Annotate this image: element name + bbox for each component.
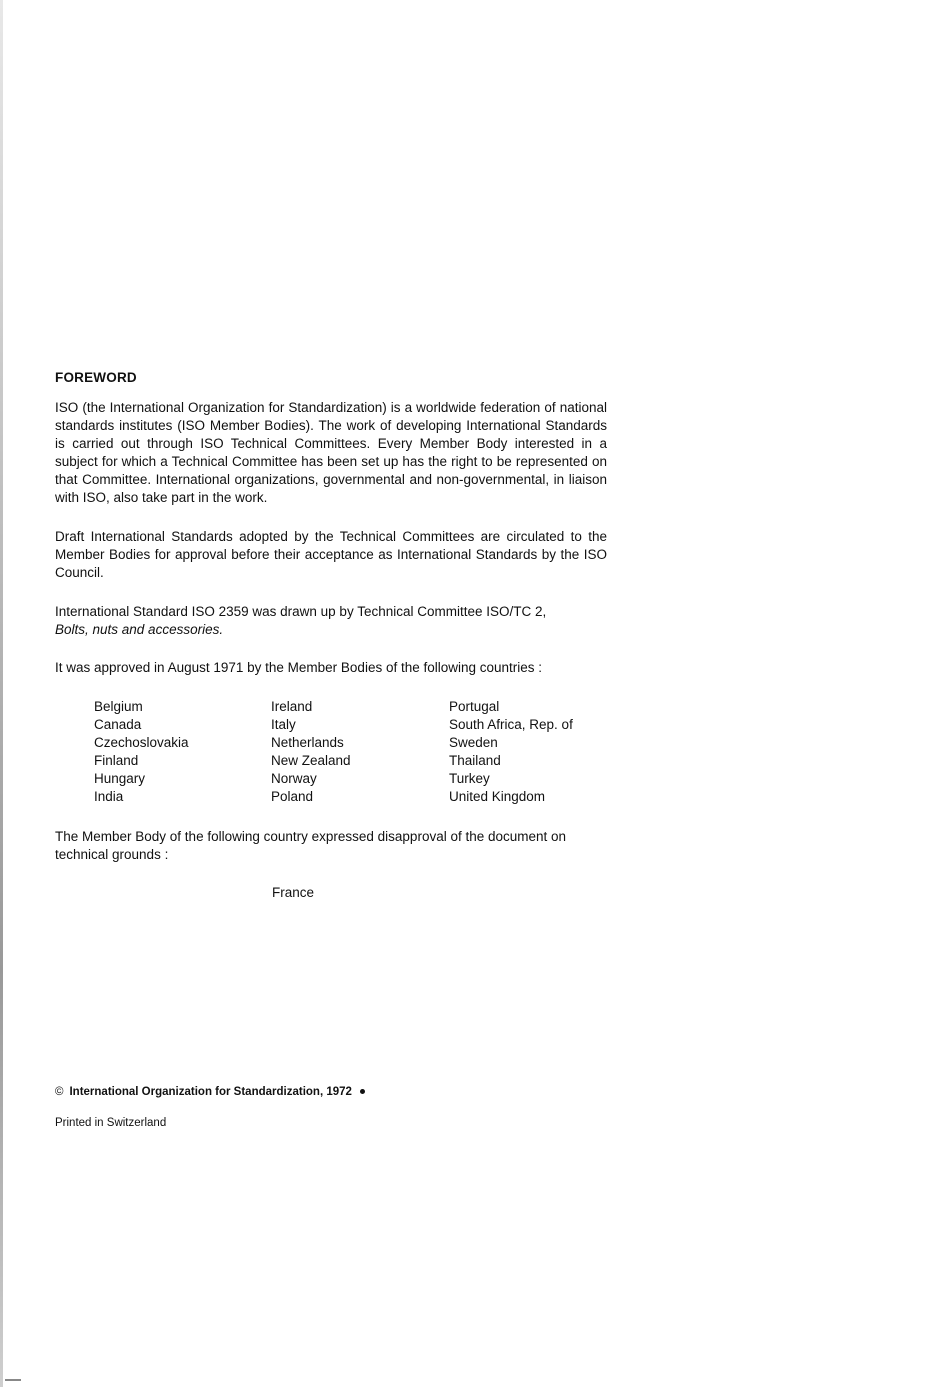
country-item: Turkey bbox=[449, 771, 490, 786]
country-item: Belgium bbox=[94, 699, 143, 714]
foreword-paragraph-3 bbox=[55, 603, 607, 639]
country-item: South Africa, Rep. of bbox=[449, 717, 573, 732]
copyright-text: International Organization for Standardization, 1972 bbox=[69, 1086, 352, 1098]
foreword-section bbox=[55, 369, 607, 902]
bullet-dot-icon bbox=[360, 1089, 365, 1094]
copyright-icon: © bbox=[55, 1086, 64, 1098]
country-item: Canada bbox=[94, 717, 142, 732]
disapproving-country: France bbox=[272, 885, 315, 900]
countries-column-3 bbox=[449, 698, 573, 806]
country-item: Thailand bbox=[449, 753, 501, 768]
page-edge bbox=[0, 0, 3, 1387]
approving-countries-list bbox=[55, 698, 607, 806]
country-item: United Kingdom bbox=[449, 789, 546, 804]
countries-column-1 bbox=[94, 698, 189, 806]
country-item: New Zealand bbox=[271, 753, 351, 768]
country-item: Finland bbox=[94, 753, 139, 768]
standard-origin-text: International Standard ISO 2359 was drawn up by Technical Committee ISO/TC 2, bbox=[55, 604, 547, 619]
foreword-paragraph-5: The Member Body of the following country expressed disapproval of the document on technical grounds : bbox=[55, 829, 567, 862]
country-item: Netherlands bbox=[271, 735, 344, 750]
scan-mark bbox=[5, 1379, 21, 1381]
foreword-paragraph-1: ISO (the International Organization for Standardization) is a worldwide federation of national standards institutes (ISO Member Bodies). The work of developing International Standards is carried out through ISO Technical Committees. Every Member Body interested in a subject for which a Technical Committee has been set up has the right to be represented on that Committee. International organizations, governmental and non-governmental, in liaison with ISO, also take part in the work. bbox=[55, 400, 607, 505]
country-item: Ireland bbox=[271, 699, 313, 714]
country-item: Norway bbox=[271, 771, 317, 786]
committee-title: Bolts, nuts and accessories. bbox=[55, 622, 224, 637]
country-item: Italy bbox=[271, 717, 296, 732]
country-item: Hungary bbox=[94, 771, 146, 786]
foreword-heading: FOREWORD bbox=[55, 370, 137, 385]
printed-in-text: Printed in Switzerland bbox=[55, 1117, 167, 1129]
foreword-paragraph-4: It was approved in August 1971 by the Member Bodies of the following countries : bbox=[55, 660, 543, 675]
country-item: India bbox=[94, 789, 124, 804]
copyright-line bbox=[55, 1086, 365, 1098]
country-item: Portugal bbox=[449, 699, 500, 714]
foreword-paragraph-2: Draft International Standards adopted by the Technical Committees are circulated to the Member Bodies for approval before their acceptance as International Standards by the ISO Council. bbox=[55, 529, 607, 580]
country-item: Czechoslovakia bbox=[94, 735, 189, 750]
country-item: Sweden bbox=[449, 735, 498, 750]
country-item: Poland bbox=[271, 789, 314, 804]
countries-column-2 bbox=[271, 698, 351, 806]
